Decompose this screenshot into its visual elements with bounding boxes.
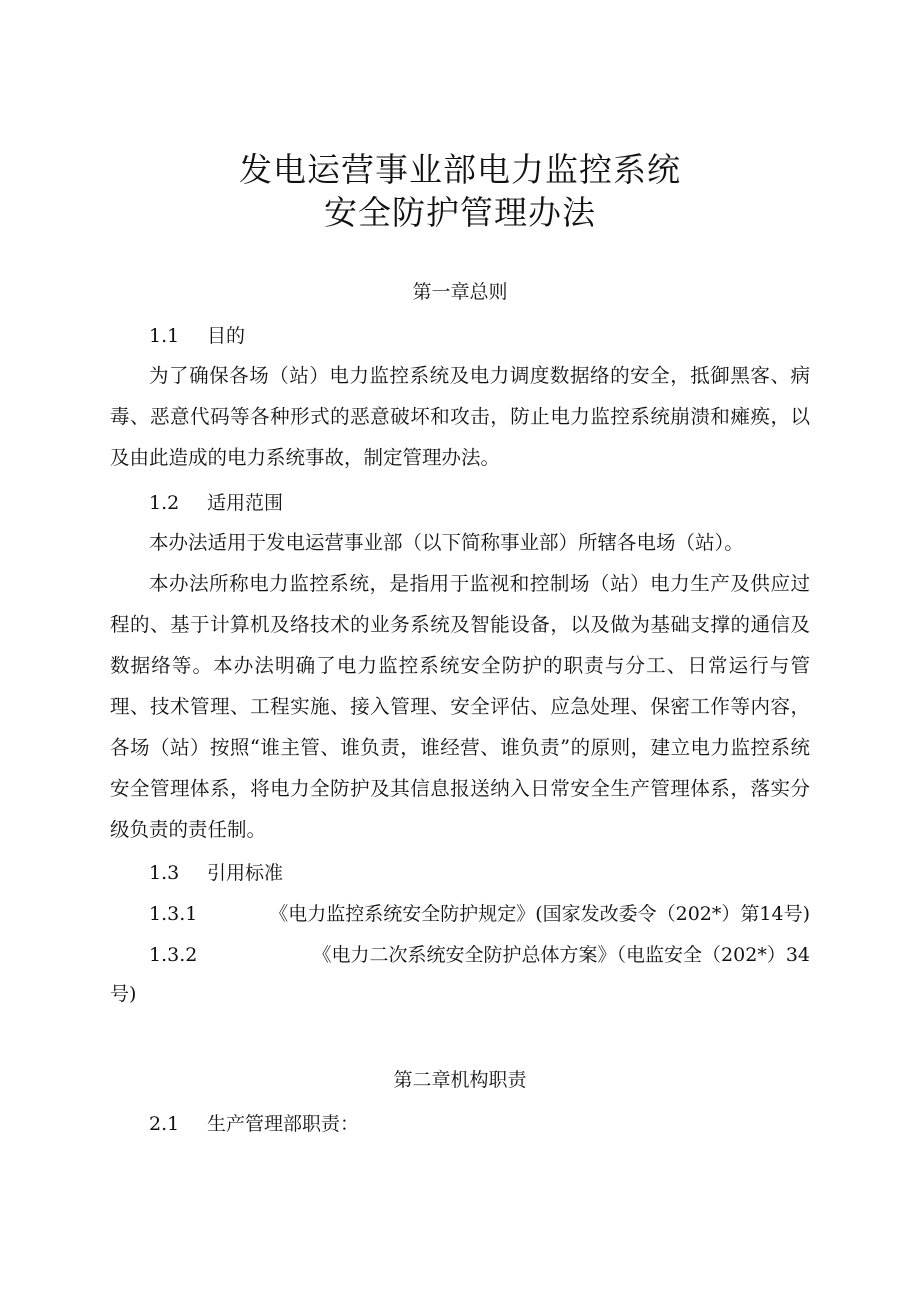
section-title: 引用标准 — [207, 862, 284, 884]
paragraph-purpose: 为了确保各场（站）电力监控系统及电力调度数据络的安全，抵御黑客、病毒、恶意代码等各种形式的恶意破坏和攻击，防止电力监控系统崩溃和瘫痪，以及由此造成的电力系统事故，制定管理办法。 — [110, 364, 810, 469]
reference-1 — [149, 902, 810, 926]
paragraph-definition: 本办法所称电力监控系统，是指用于监视和控制场（站）电力生产及供应过程的、基于计算机及络技术的业务系统及智能设备，以及做为基础支撑的通信及数据络等。本办法明确了电力监控系统安全防护的职责与分工、日常运行与管理、技术管理、工程实施、接入管理、安全评估、应急处理、保密工作等内容，各场（站）按照“谁主管、谁负责，谁经营、谁负责”的原则，建立电力监控系统安全管理体系，将电力全防护及其信息报送纳入日常安全生产管理体系，落实分级负责的责任制。 — [110, 572, 810, 841]
document-title-line1: 发电运营事业部电力监控系统 — [239, 150, 681, 189]
section-number: 1.3 — [149, 862, 180, 884]
section-1-1-heading — [149, 324, 245, 348]
section-number: 1.1 — [149, 325, 180, 347]
chapter-2-heading: 第二章机构职责 — [393, 1069, 527, 1091]
document-title-line2: 安全防护管理办法 — [324, 193, 596, 232]
chapter-1-heading: 第一章总则 — [412, 281, 508, 303]
section-title: 目的 — [207, 325, 246, 347]
reference-text: 《电力二次系统安全防护总体方案》（电监安全（202*）34 — [312, 944, 810, 966]
section-number: 2.1 — [149, 1113, 180, 1135]
section-number: 1.2 — [149, 492, 180, 514]
reference-2 — [149, 943, 810, 967]
reference-number: 1.3.2 — [149, 944, 198, 966]
paragraph-scope: 本办法适用于发电运营事业部（以下简称事业部）所辖各电场（站）。 — [149, 531, 744, 554]
reference-text: 《电力监控系统安全防护规定》(国家发改委令（202*）第14号) — [269, 903, 810, 925]
section-2-1-heading — [149, 1112, 359, 1136]
reference-2-continuation: 号) — [110, 983, 137, 1005]
section-title: 适用范围 — [207, 492, 284, 514]
section-1-2-heading — [149, 491, 283, 515]
section-1-3-heading — [149, 861, 283, 885]
reference-number: 1.3.1 — [149, 903, 198, 925]
section-title: 生产管理部职责： — [207, 1113, 360, 1135]
